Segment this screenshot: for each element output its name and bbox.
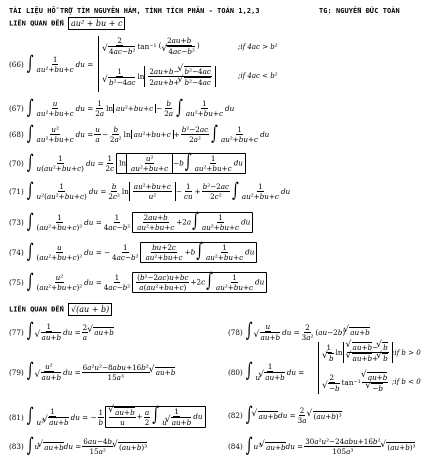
formula-78: (78) ∫ u √ au+b du = $\frac{2}{\text{3a²}}$ ( au −2 b ) √ au+b xyxy=(228,322,370,342)
formula-number: (66) xyxy=(9,60,24,69)
formula-number: (73) xyxy=(9,218,24,227)
formula-73: (73) ∫ $\frac{1}{\text{(au²+bu+c)²}}$ du = $\frac{1}{\text{4ac−b²}}$ $\frac{2au+b}{\text{au²+bu+c}}$ +2a∫ $\frac{1}{\text{au²+bu+c}}$ du xyxy=(9,212,253,233)
section-heading-quadratic xyxy=(9,17,125,30)
formula-74: (74) ∫ $\frac{u}{\text{(au²+bu+c)²}}$ du = − $\frac{1}{\text{4ac−b²}}$ $\frac{bu+2c}{\text{au²+bu+c}}$ +b∫ $\frac{1}{\text{au²+bu+c}}$ du xyxy=(9,242,257,263)
formula-66-case2: 1 √ b²−4ac ln $\frac{\text{2au+b−√ b²−4ac}}{\text{2au+b+√ b²−4ac}}$ xyxy=(102,66,216,87)
formula-number: (71) xyxy=(9,187,24,196)
section-expression-box: √(au + b) xyxy=(68,303,112,316)
formula-81: (81) ∫ $\frac{1}{\text{u²√ au+b}}$ du = − $\frac{1}{b}$ √ $\frac{au+b}{u}$ + $\frac{a}{2}$ ∫ $\frac{1}{u√ au+b}$ du xyxy=(9,406,206,428)
condition-80-1: ;if b > 0 xyxy=(392,349,421,357)
formula-number: (80) xyxy=(228,367,243,377)
formula-80: (80) ∫ $\frac{1}{u√ au+b}$ du = xyxy=(228,362,304,382)
formula-77: (77) ∫ 1 √ au+b du = $\frac{2}{a}$ √ au+b xyxy=(9,322,114,342)
formula-70: (70) ∫ $\frac{1}{\text{u(au²+bu+c)}}$ du = $\frac{1}{2c}$ ln $\frac{\text{u²}}{\text{au²+bu+c}}$ −b∫ $\frac{1}{\text{au²+bu+c}}$ du xyxy=(9,153,246,174)
formula-83: (83) ∫ u √ au+b du = $\frac{6au-4b}{\text{15a²}}$ √ (au+b)³ xyxy=(9,437,147,456)
condition-80-2: ;if b < 0 xyxy=(392,378,421,386)
formula-number: (77) xyxy=(9,327,24,337)
formula-number: (67) xyxy=(9,104,24,113)
case-brace-66 xyxy=(98,36,99,92)
formula-number: (84) xyxy=(228,442,243,451)
section-label: LIÊN QUAN ĐẾN xyxy=(9,19,64,28)
formula-80-case2: 2 √ −b tan −1 √ au+b √ −b xyxy=(322,372,389,393)
formula-80-case1: 1 √ b ln √ au+b−√ b √ au+b+√ b xyxy=(322,342,393,363)
section-heading-sqrt xyxy=(9,303,112,316)
formula-number: (79) xyxy=(9,367,24,377)
section-label: LIÊN QUAN ĐẾN xyxy=(9,305,64,314)
formula-number: (82) xyxy=(228,411,243,420)
formula-79: (79) ∫ u² √ au+b du = $\frac{\text{6a²u²−8abu+16b²}}{\text{15a³}}$ √ au+b xyxy=(9,362,175,382)
formula-number: (70) xyxy=(9,159,24,168)
section-expression-box: au² + bu + c xyxy=(68,17,125,30)
formula-82: (82) ∫ √ au+b du = $\frac{2}{3a}$ √ (au+b)³ xyxy=(228,406,342,425)
formula-71: (71) ∫ $\frac{1}{\text{u²(au²+bu+c)}}$ du = $\frac{b}{\text{2c²}}$ ln $\frac{\text{au²+bu+c}}{\text{u²}}$ − $\frac{1}{cu}$ + $\frac{\text{b²−2ac}}{\text{2c²}}$ ∫ $\frac{1}{\text{au²+bu+c}}$ du xyxy=(9,179,291,202)
formula-number: (78) xyxy=(228,327,243,337)
formula-number: (83) xyxy=(9,442,24,451)
formula-68: (68) ∫ $\frac{\text{u²}}{\text{au²+bu+c}}$ du = $\frac{u}{a}$ − $\frac{b}{\text{2a²}}$ ln au²+bu+c + $\frac{\text{b²−2ac}}{\text{2a²}}$ ∫ $\frac{1}{\text{au²+bu+c}}$ du xyxy=(9,122,270,145)
formula-number: (81) xyxy=(9,412,24,422)
case-brace-80 xyxy=(318,342,319,394)
page-header xyxy=(9,7,400,15)
header-title-right: TG: NGUYỄN ĐỨC TOÀN xyxy=(319,7,400,15)
formula-number: (74) xyxy=(9,248,24,257)
formula-66: (66) ∫ $\frac{1}{\text{au²+bu+c}}$ du = xyxy=(9,52,94,75)
formula-75: (75) ∫ $\frac{\text{u²}}{\text{(au²+bu+c)²}}$ du = $\frac{1}{\text{4ac−b²}}$ $\frac{\text{(b²−2ac)u+bc}}{\text{a(au²+bu+c)}}$ +2c∫ $\frac{1}{\text{au²+bu+c}}$ du xyxy=(9,272,267,293)
formula-number: (68) xyxy=(9,130,24,139)
condition-66-2: ;if 4ac < b² xyxy=(238,72,278,80)
formula-66-case1: 2 √ 4ac−b² tan −1 ( 2au+b √ 4ac−b² ) xyxy=(102,36,202,56)
formula-84: (84) ∫ u ² √ au+b du = $\frac{\text{30a²u²−24abu+16b²}}{\text{105a³}}$ √ (au+b)³ xyxy=(228,437,415,456)
formula-number: (75) xyxy=(9,278,24,287)
condition-66-1: ;if 4ac > b² xyxy=(238,43,278,51)
formula-67: (67) ∫ $\frac{u}{\text{au²+bu+c}}$ du = $\frac{1}{2a}$ ln au²+bu+c − $\frac{b}{2a}$ ∫ $\frac{1}{\text{au²+bu+c}}$ du xyxy=(9,96,235,119)
header-title-left: TÀI LIỆU HỖ TRỢ TÌM NGUYÊN HÀM, TÍNH TÍCH PHÂN - TOÁN 1,2,3 xyxy=(9,7,260,15)
